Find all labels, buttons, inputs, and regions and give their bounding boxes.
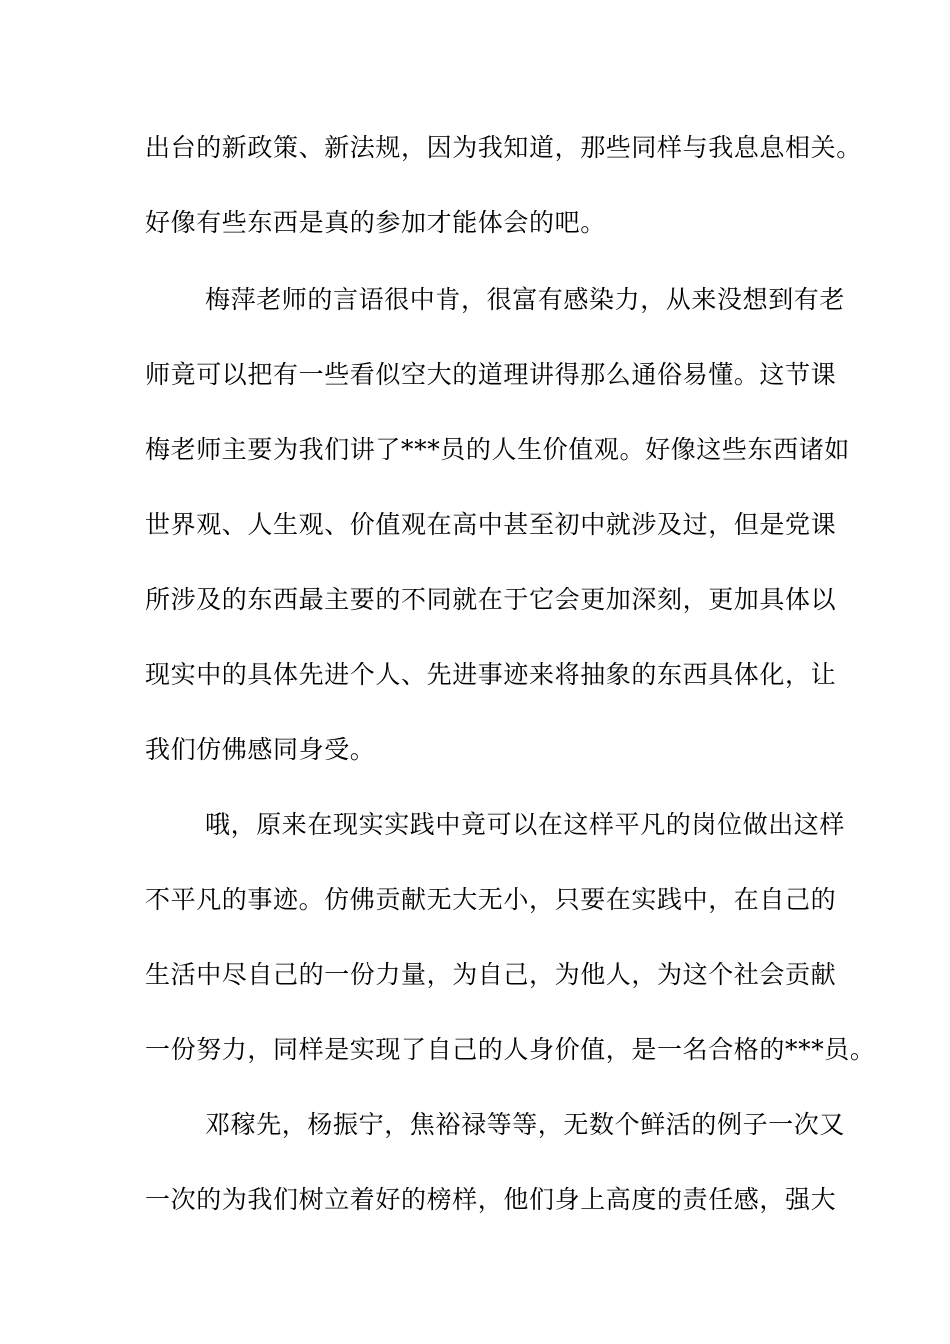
text-line: 不平凡的事迹。仿佛贡献无大无小，只要在实践中，在自己的	[145, 885, 837, 914]
text-line: 好像有些东西是真的参加才能体会的吧。	[145, 208, 606, 237]
text-line: 世界观、人生观、价值观在高中甚至初中就涉及过，但是党课	[145, 510, 837, 539]
text-line: 梅老师主要为我们讲了***员的人生价值观。好像这些东西诸如	[145, 435, 850, 464]
text-line: 一份努力，同样是实现了自己的人身价值，是一名合格的***员。	[145, 1035, 876, 1064]
text-line: 生活中尽自己的一份力量，为自己，为他人，为这个社会贡献	[145, 960, 837, 989]
text-line: 出台的新政策、新法规，因为我知道，那些同样与我息息相关。	[145, 133, 862, 162]
text-line: 现实中的具体先进个人、先进事迹来将抽象的东西具体化，让	[145, 660, 837, 689]
paragraph-first-line: 邓稼先，杨振宁，焦裕禄等等，无数个鲜活的例子一次又	[205, 1110, 846, 1139]
paragraph-first-line: 梅萍老师的言语很中肯，很富有感染力，从来没想到有老	[205, 285, 846, 314]
text-line: 所涉及的东西最主要的不同就在于它会更加深刻，更加具体以	[145, 585, 837, 614]
text-line: 我们仿佛感同身受。	[145, 735, 376, 764]
text-line: 一次的为我们树立着好的榜样，他们身上高度的责任感，强大	[145, 1185, 837, 1214]
paragraph-first-line: 哦，原来在现实实践中竟可以在这样平凡的岗位做出这样	[205, 810, 846, 839]
text-line: 师竟可以把有一些看似空大的道理讲得那么通俗易懂。这节课	[145, 360, 837, 389]
